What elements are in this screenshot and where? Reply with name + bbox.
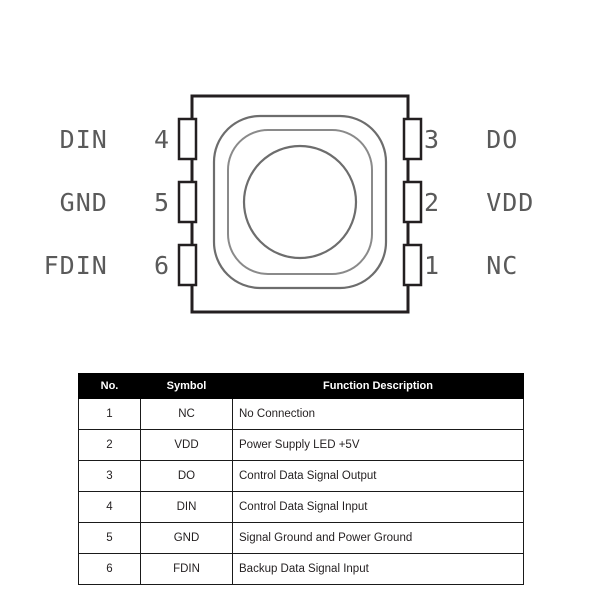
pin-5-label-group (10, 188, 170, 217)
table-row (79, 430, 524, 461)
pin-3-number: 3 (424, 125, 441, 154)
cell-symbol: DIN (141, 492, 233, 523)
pin-4-label-group (10, 125, 170, 154)
pin-function-table-wrapper (78, 373, 524, 585)
header-no: No. (79, 374, 141, 399)
pin-1-number: 1 (424, 251, 441, 280)
pad-pin-5 (179, 182, 196, 222)
cell-description: Control Data Signal Input (233, 492, 524, 523)
pin-6-name: FDIN (43, 251, 108, 280)
cell-description: Backup Data Signal Input (233, 554, 524, 585)
table-row (79, 461, 524, 492)
pin-3-name: DO (486, 125, 519, 154)
header-description: Function Description (233, 374, 524, 399)
pin-2-label-group (424, 188, 600, 217)
cell-no: 4 (79, 492, 141, 523)
cell-description: No Connection (233, 399, 524, 430)
pin-1-name: NC (486, 251, 519, 280)
table-header-row (79, 374, 524, 399)
cell-symbol: GND (141, 523, 233, 554)
cell-no: 3 (79, 461, 141, 492)
cell-no: 6 (79, 554, 141, 585)
pad-pin-6 (179, 245, 196, 285)
cell-description: Power Supply LED +5V (233, 430, 524, 461)
pin-5-number: 5 (153, 188, 170, 217)
pad-pin-3 (404, 119, 421, 159)
cell-description: Control Data Signal Output (233, 461, 524, 492)
table-row (79, 554, 524, 585)
pin-2-number: 2 (424, 188, 441, 217)
cell-symbol: NC (141, 399, 233, 430)
pad-pin-1 (404, 245, 421, 285)
pin-2-name: VDD (486, 188, 535, 217)
cell-symbol: FDIN (141, 554, 233, 585)
header-symbol: Symbol (141, 374, 233, 399)
cell-symbol: VDD (141, 430, 233, 461)
pin-5-name: GND (59, 188, 108, 217)
table-row (79, 399, 524, 430)
pin-4-name: DIN (59, 125, 108, 154)
pad-pin-4 (179, 119, 196, 159)
cell-description: Signal Ground and Power Ground (233, 523, 524, 554)
pin-6-label-group (10, 251, 170, 280)
cell-symbol: DO (141, 461, 233, 492)
table-row (79, 492, 524, 523)
cell-no: 1 (79, 399, 141, 430)
pin-4-number: 4 (153, 125, 170, 154)
pin-function-table (78, 373, 524, 585)
table-row (79, 523, 524, 554)
pad-pin-2 (404, 182, 421, 222)
pin-1-label-group (424, 251, 600, 280)
pin-3-label-group (424, 125, 600, 154)
cell-no: 2 (79, 430, 141, 461)
pin-6-number: 6 (153, 251, 170, 280)
package-outline (192, 96, 408, 312)
cell-no: 5 (79, 523, 141, 554)
